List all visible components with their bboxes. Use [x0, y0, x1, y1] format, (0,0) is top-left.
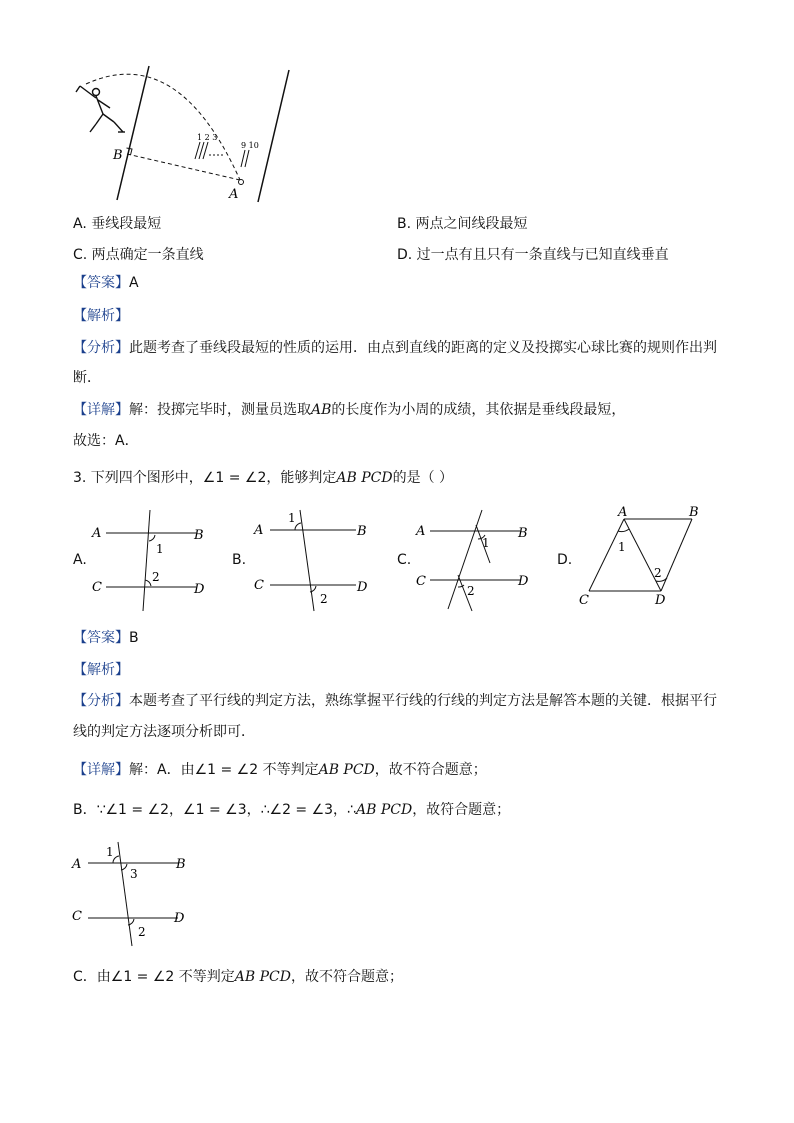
- detail-tag: 【详解】: [73, 762, 129, 778]
- fig-b-label-C: C: [254, 578, 264, 593]
- fig-a-label-2: 2: [152, 570, 160, 584]
- detail-post: 的长度作为小周的成绩，其依据是垂线段最短，: [331, 402, 626, 418]
- q3-jiexi-tag: 【解析】: [73, 662, 129, 678]
- line-b-math: AB PCD: [355, 802, 413, 818]
- fig-c-label-A: A: [416, 524, 426, 539]
- detail-pre: 解：投掷完毕时，测量员选取: [129, 402, 311, 418]
- fig-b-label-1: 1: [288, 511, 296, 525]
- q3-stem-math: AB PCD: [336, 470, 393, 486]
- detail-tag: 【详解】: [73, 402, 129, 418]
- fig-b2-label-B: B: [176, 857, 186, 872]
- answer-tag: 【答案】: [73, 630, 129, 646]
- q3-stem-post: 的是（ ）: [392, 470, 454, 486]
- answer-tag: 【答案】: [73, 275, 129, 291]
- throw-line-right: [258, 70, 289, 202]
- fig-c-label-1: 1: [482, 536, 490, 550]
- figure-d: [576, 505, 711, 610]
- q2-fenxi-line1: [73, 338, 717, 358]
- figure-b-explained: [70, 838, 200, 950]
- q3-option-c-label: C.: [397, 552, 412, 568]
- fig-b2-label-D: D: [174, 911, 185, 926]
- q2-option-a: A. 垂线段最短: [73, 216, 162, 232]
- fig-a-label-C: C: [92, 580, 102, 595]
- answer-value: A: [129, 275, 139, 291]
- throw-line-left: [117, 66, 149, 200]
- fig-a-label-A: A: [92, 526, 102, 541]
- q2-option-d: D. 过一点有且只有一条直线与已知直线垂直: [397, 247, 669, 263]
- label-123: 1 2 3: [197, 133, 218, 142]
- thrower-figure: [76, 86, 125, 132]
- q3-detail: [73, 760, 487, 780]
- detail-math: AB PCD: [318, 762, 375, 778]
- fig-c-label-B: B: [518, 526, 528, 541]
- fig-d-label-B: B: [689, 505, 699, 520]
- fig-b-label-B: B: [357, 524, 367, 539]
- fig-a-label-B: B: [194, 528, 204, 543]
- figure-c: [412, 505, 542, 615]
- q2-fenxi-line2: 断．: [73, 370, 101, 386]
- q3-stem-pre: 3. 下列四个图形中，∠1 = ∠2，能够判定: [73, 470, 337, 486]
- fenxi-tag: 【分析】: [73, 693, 129, 709]
- label-910: 9 10: [241, 141, 259, 150]
- label-B: B: [113, 148, 123, 163]
- fig-b2-label-A: A: [72, 857, 82, 872]
- fig-c-label-C: C: [416, 574, 426, 589]
- fig-b2-label-2: 2: [138, 925, 146, 939]
- segment-BA: [127, 154, 240, 180]
- q3-fenxi-line1: [73, 691, 717, 711]
- q3-stem: [73, 468, 453, 488]
- answer-value: B: [129, 630, 139, 646]
- fig-d-label-2: 2: [654, 566, 662, 580]
- segment-name: AB: [311, 402, 332, 418]
- fenxi-text: 此题考查了垂线段最短的性质的运用．由点到直线的距离的定义及投掷实心球比赛的规则作出判: [129, 340, 717, 356]
- detail-post: ，故不符合题意；: [374, 762, 487, 778]
- q2-conclusion: 故选：A．: [73, 433, 139, 449]
- q3-answer: [73, 628, 139, 648]
- q3-line-b: [73, 800, 510, 820]
- fig-d-label-C: C: [579, 593, 589, 608]
- q3-option-b-label: B.: [232, 552, 247, 568]
- q2-jiexi-tag: 【解析】: [73, 308, 129, 324]
- fig-b-label-2: 2: [320, 592, 328, 606]
- fenxi-text: 本题考查了平行线的判定方法，熟练掌握平行线的行线的判定方法是解答本题的关键．根据平行: [129, 693, 717, 709]
- fig-b-label-A: A: [254, 523, 264, 538]
- q2-answer: [73, 273, 139, 293]
- fig-b2-label-C: C: [72, 909, 82, 924]
- label-A: A: [229, 187, 239, 202]
- fig-d-label-D: D: [655, 593, 666, 608]
- line-b-pre: B．∵∠1 = ∠2，∠1 = ∠3，∴∠2 = ∠3，∴: [73, 802, 356, 818]
- detail-pre: 解：A．由∠1 = ∠2 不等判定: [129, 762, 319, 778]
- q3-option-a-label: A.: [73, 552, 87, 568]
- fig-d-label-1: 1: [618, 540, 626, 554]
- q3-fenxi-line2: 线的判定方法逐项分析即可．: [73, 724, 255, 740]
- q2-option-c: C. 两点确定一条直线: [73, 247, 204, 263]
- fig-b2-label-3: 3: [130, 867, 138, 881]
- fig-b-label-D: D: [357, 580, 368, 595]
- fenxi-tag: 【分析】: [73, 340, 129, 356]
- trajectory-arc: [86, 74, 240, 180]
- fig-a-label-1: 1: [156, 542, 164, 556]
- line-b-post: ，故符合题意；: [412, 802, 511, 818]
- shot-put-figure: [68, 62, 298, 207]
- landing-point: [239, 180, 244, 185]
- figure-a: [88, 505, 213, 615]
- line-c-post: ，故不符合题意；: [291, 969, 403, 985]
- fig-c-label-D: D: [518, 574, 529, 589]
- fig-a-label-D: D: [194, 582, 205, 597]
- fig-c-label-2: 2: [467, 584, 475, 598]
- q3-option-d-label: D.: [557, 552, 573, 568]
- q2-option-b: B. 两点之间线段最短: [397, 216, 528, 232]
- figure-b: [248, 505, 378, 615]
- fig-b2-label-1: 1: [106, 845, 114, 859]
- fig-d-label-A: A: [618, 505, 628, 520]
- line-c-pre: C．由∠1 = ∠2 不等判定: [73, 969, 235, 985]
- line-c-math: AB PCD: [234, 969, 291, 985]
- q2-detail: [73, 400, 625, 420]
- q3-line-c: [73, 967, 403, 987]
